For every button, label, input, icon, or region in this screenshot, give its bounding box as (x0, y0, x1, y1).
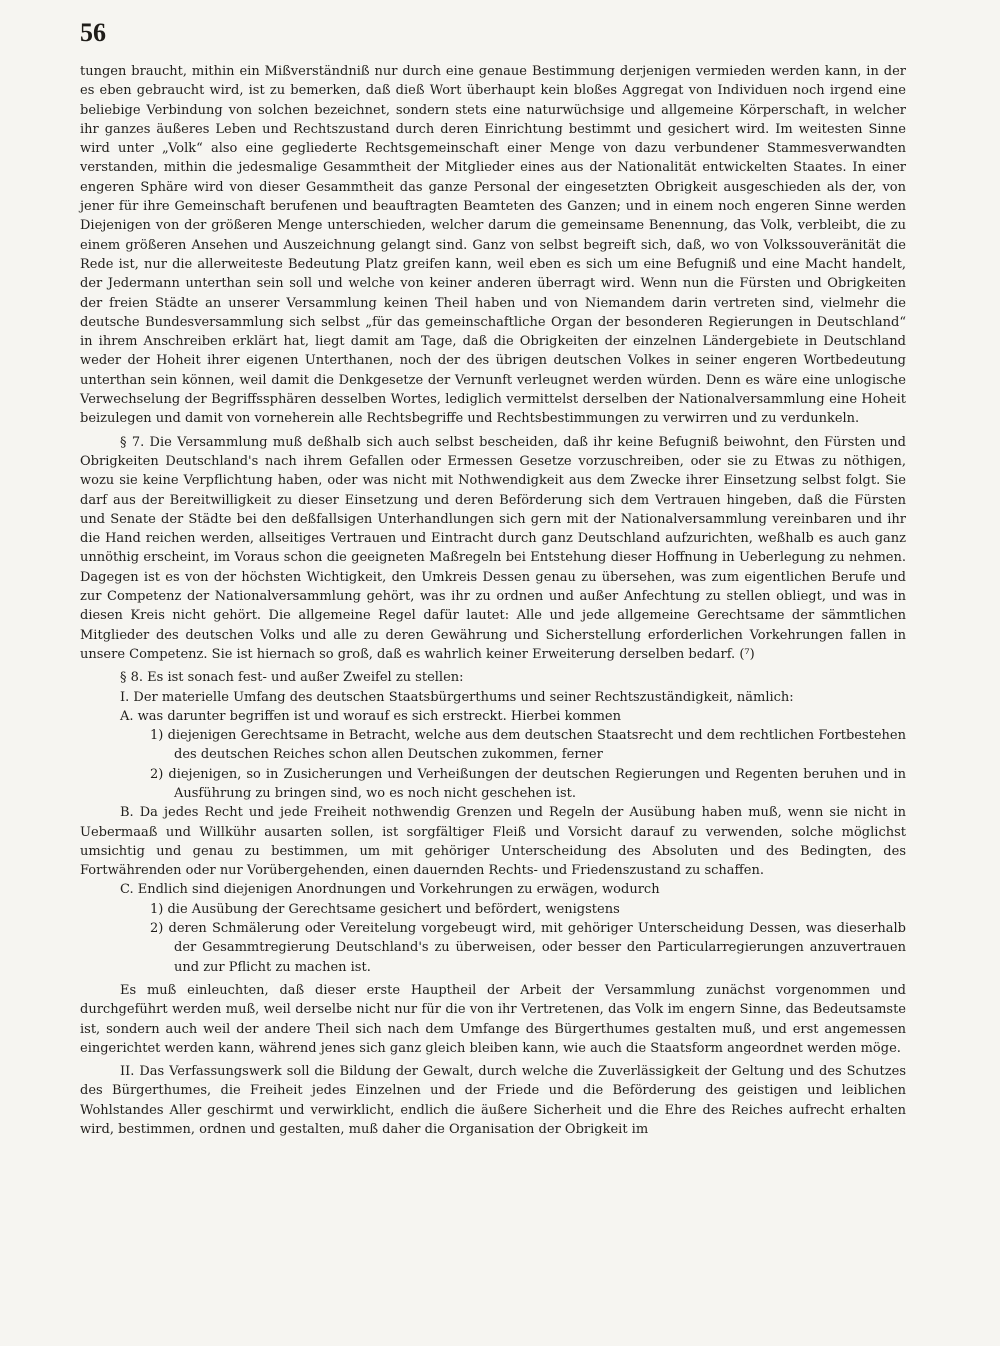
list-item-C-2: 2) deren Schmälerung oder Vereitelung vorgebeugt wird, mit gehöriger Unterscheidung Dessen, was dieserhalb der Gesammtregierung Deutschland's zu überweisen, oder besser den Particularregierungen anzuvertrauen und zur Pflicht zu machen ist. (150, 921, 906, 975)
list-item-I: I. Der materielle Umfang des deutschen Staatsbürgerthums und seiner Rechtszuständigkeit, nämlich: (120, 689, 794, 705)
list-item-A: A. was darunter begriffen ist und worauf es sich erstreckt. Hierbei kommen (120, 708, 621, 724)
list-item-II: II. Das Verfassungswerk soll die Bildung der Gewalt, durch welche die Zuverlässigkeit der Geltung und des Schutzes des Bürgerthumes, die Freiheit jedes Einzelnen und der Friede und die Beförderung des geistigen und leiblichen Wohlstandes Aller geschirmt und verwirklicht, endlich die äußere Sicherheit und die Ehre des Reiches aufrecht erhalten wird, bestimmen, ordnen und gestalten, muß daher die Organisation der Obrigkeit im (80, 1064, 906, 1138)
page-number: 56 (80, 18, 106, 47)
list-item-C-1: 1) die Ausübung der Gerechtsame gesichert und befördert, wenigstens (150, 901, 620, 917)
list-item-A-2: 2) diejenigen, so in Zusicherungen und Verheißungen der deutschen Regierungen und Regenten beruhen und in Ausführung zu bringen sind, wo es noch nicht geschehen ist. (150, 766, 906, 801)
paragraph-continuation: tungen braucht, mithin ein Mißverständniß nur durch eine genaue Bestimmung derjenigen vermieden werden kann, in der es eben gebraucht wird, ist zu bemerken, daß dieß Wort überhaupt kein bloßes Aggregat von Individuen noch irgend eine beliebige Verbindung von solchen bezeichnet, sondern stets eine naturwüchsige und allgemeine Körperschaft, in welcher ihr ganzes äußeres Leben und Rechtszustand durch deren Einrichtung bestimmt und gesichert wird. Im weitesten Sinne wird unter „Volk“ also eine gegliederte Rechtsgemeinschaft einer Menge von dazu verbundener Stammesverwandten verstanden, mithin die jedesmalige Gesammtheit der Mitglieder eines aus der Nationalität entwickelten Staates. In einer engeren Sphäre wird von dieser Gesammtheit das ganze Personal der eingesetzten Obrigkeit ausgeschieden als der, von jener für ihre Gemeinschaft berufenen und beauftragten Beamteten des Ganzen; und in einem noch engeren Sinne werden Diejenigen von der größeren Menge unterschieden, welcher darum die gemeinsame Benennung, das Volk, verbleibt, die zu einem größeren Ansehen und Auszeichnung gelangt sind. Ganz von selbst begreift sich, daß, wo von Volkssouveränität die Rede ist, nur die allerweiteste Bedeutung Platz greifen kann, weil eben es sich um eine Befugniß und eine Macht handelt, der Jedermann unterthan sein soll und welche von keiner anderen überragt wird. Wenn nun die Fürsten und Obrigkeiten der freien Städte an unserer Versammlung keinen Theil haben und von Niemandem darin vertreten sind, vielmehr die deutsche Bundesversammlung sich selbst „für das gemeinschaftliche Organ der besonderen Regierungen in Deutschland“ in ihrem Anschreiben erklärt hat, liegt damit am Tage, daß die Obrigkeiten der einzelnen Ländergebiete in Deutschland weder der Hoheit ihrer eigenen Unterthanen, noch der des übrigen deutschen Volkes in seiner engeren Wortbedeutung unterthan sein können, weil damit die Denkgesetze der Vernunft verleugnet werden würden. Denn es wäre eine unlogische Verwechselung der Begriffssphären desselben Wortes, lediglich vermittelst derselben der Nationalversammlung eine Hoheit beizulegen und damit von vorneherein alle Rechtsbegriffe und Rechtsbestimmungen zu verwirren und zu verdunkeln. (80, 64, 906, 427)
list-item-A-1: 1) diejenigen Gerechtsame in Betracht, welche aus dem deutschen Staatsrecht und dem rechtlichen Fortbestehen des deutschen Reiches schon allen Deutschen zukommen, ferner (150, 728, 906, 763)
paragraph-explanation: Es muß einleuchten, daß dieser erste Hauptheil der Arbeit der Versammlung zunächst vorgenommen und durchgeführt werden muß, weil derselbe nicht nur für die von ihr Vertretenen, das Volk im engern Sinne, das Bedeutsamste ist, sondern auch weil der andere Theil sich nach dem Umfange des Bürgerthumes gestalten muß, und erst angemessen eingerichtet werden kann, während jenes sich ganz gleich bleiben kann, wie auch die Staatsform angeordnet werden möge. (80, 982, 906, 1056)
list-item-B: B. Da jedes Recht und jede Freiheit nothwendig Grenzen und Regeln der Ausübung haben muß, wenn sie nicht in Uebermaaß und Willkühr ausarten sollen, ist sorgfältiger Fleiß und Vorsicht darauf zu verwenden, solche möglichst umsichtig und genau zu bestimmen, um mit gehöriger Unterscheidung des Absoluten und des Bedingten, des Fortwährenden oder nur Vorübergehenden, einen dauernden Rechts- und Friedenszustand zu schaffen. (80, 805, 906, 879)
page-body (80, 62, 906, 1139)
paragraph-section-8-heading: § 8. Es ist sonach fest- und außer Zweifel zu stellen: (120, 670, 464, 686)
list-item-C: C. Endlich sind diejenigen Anordnungen und Vorkehrungen zu erwägen, wodurch (120, 882, 660, 898)
paragraph-section-7: § 7. Die Versammlung muß deßhalb sich auch selbst bescheiden, daß ihr keine Befugniß beiwohnt, den Fürsten und Obrigkeiten Deutschland's nach ihrem Gefallen oder Ermessen Gesetze vorzuschreiben, oder sie zu Etwas zu nöthigen, wozu sie keine Verpflichtung haben, oder was nicht mit Nothwendigkeit aus dem Zwecke ihrer Einsetzung selbst folgt. Sie darf aus der Bereitwilligkeit zu dieser Einsetzung und deren Beförderung sich dem Vertrauen hingeben, daß die Fürsten und Senate der Städte bei den deßfallsigen Unterhandlungen sich gern mit der Nationalversammlung vereinbaren und ihr die Hand reichen werden, allseitiges Vertrauen und Eintracht durch ganz Deutschland aufzurichten, weßhalb es auch ganz unnöthig erscheint, im Voraus schon die geeigneten Maßregeln bei Entstehung dieser Hoffnung in Ueberlegung zu nehmen. Dagegen ist es von der höchsten Wichtigkeit, den Umkreis Dessen genau zu übersehen, was zum eigentlichen Berufe und zur Competenz der Nationalversammlung gehört, was ihr zu ordnen und außer Anfechtung zu stellen obliegt, und was in diesen Kreis nicht gehört. Die allgemeine Regel dafür lautet: Alle und jede allgemeine Gerechtsame der sämmtlichen Mitglieder des deutschen Volks und alle zu deren Gewährung und Sicherstellung erforderlichen Vorkehrungen fallen in unsere Competenz. Sie ist hiernach so groß, daß es wahrlich keiner Erweiterung derselben bedarf. (⁷) (80, 434, 906, 662)
